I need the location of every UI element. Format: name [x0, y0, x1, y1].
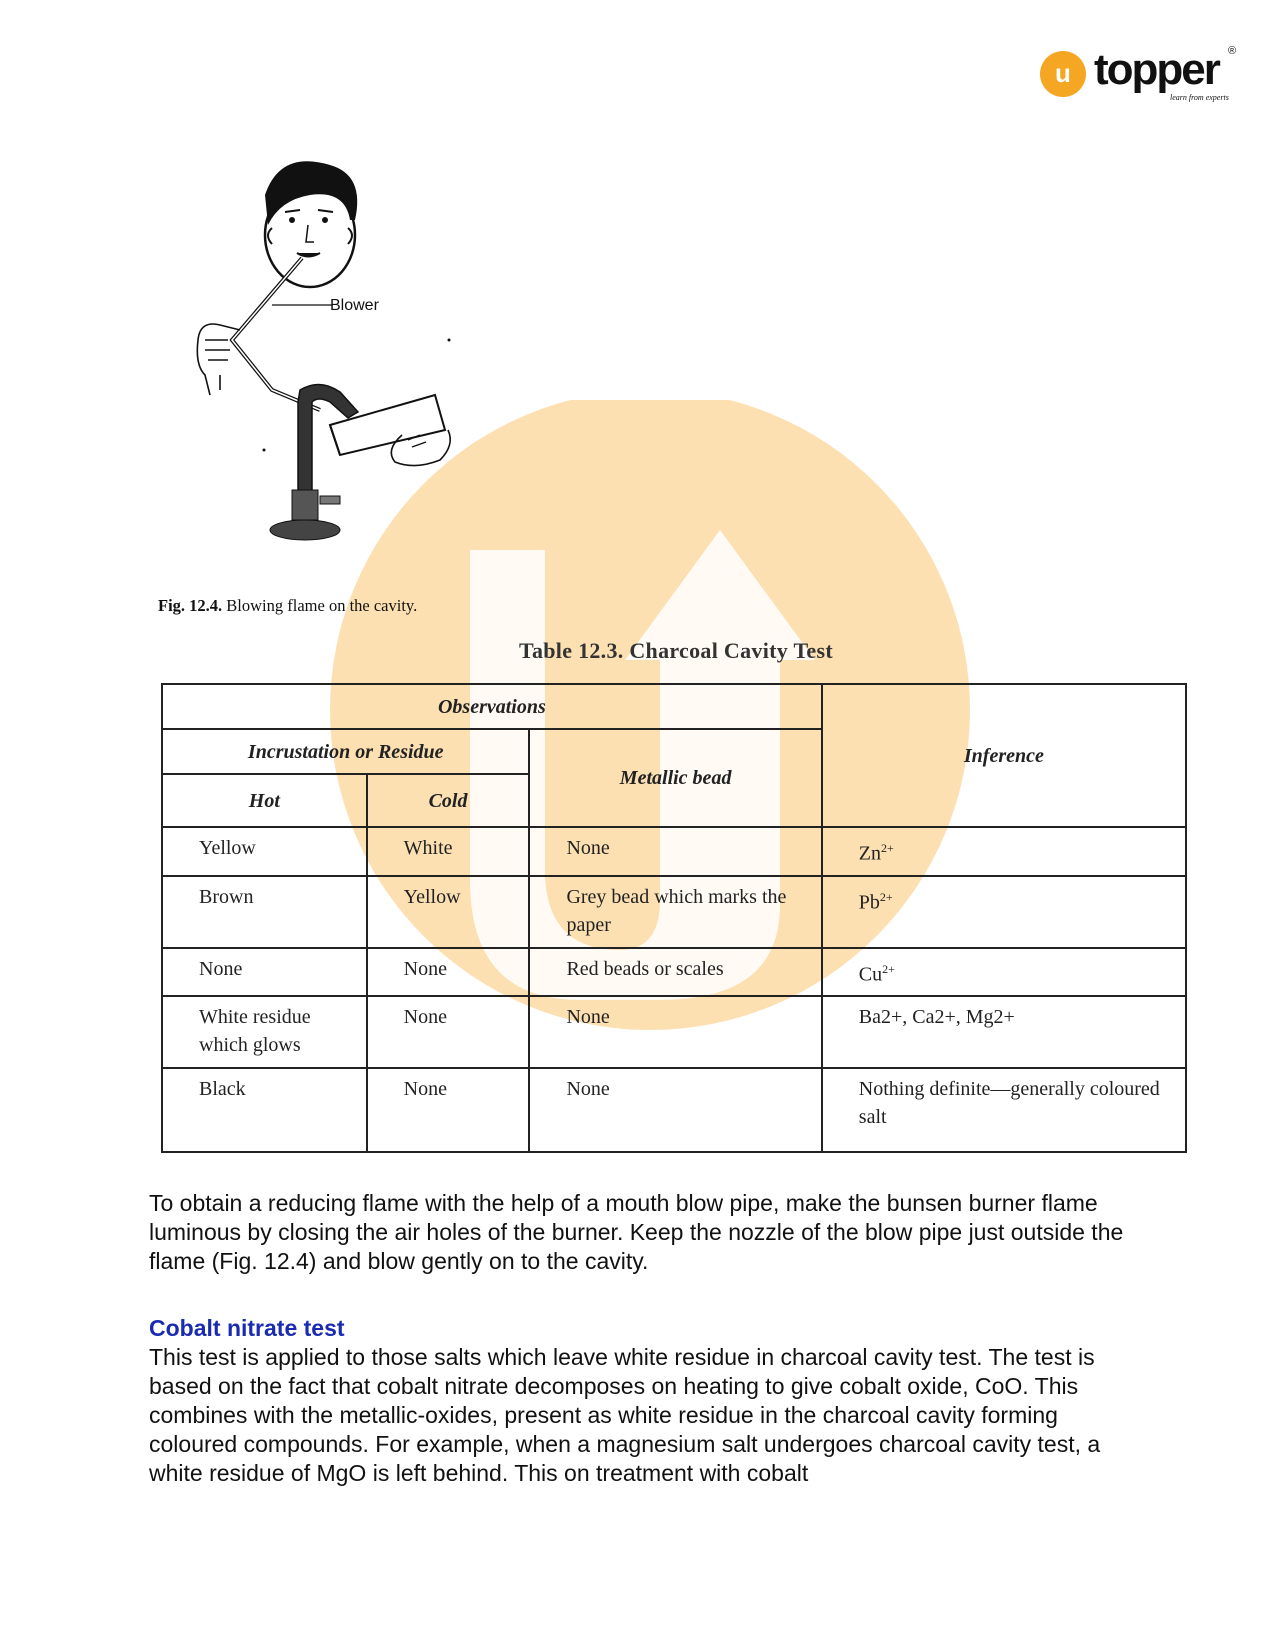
inference-cell: $Cu^{2+}$ — [822, 948, 1186, 997]
blower-label: Blower — [330, 297, 379, 314]
bead-cell: None — [529, 996, 821, 1068]
figure-caption — [158, 596, 417, 616]
figure-caption-label: Fig. 12.4. — [158, 596, 223, 615]
logo-word: topper — [1094, 45, 1219, 94]
hot-cell: Black — [162, 1068, 367, 1152]
inference-header: Inference — [822, 684, 1186, 827]
table-row — [162, 876, 1186, 948]
incrustation-header: Incrustation or Residue — [162, 729, 529, 774]
cold-cell: White — [367, 827, 530, 876]
hot-cell: Yellow — [162, 827, 367, 876]
bead-cell: None — [529, 1068, 821, 1152]
inference-cell: $Pb^{2+}$ — [822, 876, 1186, 948]
logo-tagline: learn from experts — [1170, 93, 1229, 102]
figure-caption-text: Blowing flame on the cavity. — [226, 596, 418, 615]
cold-cell: Yellow — [367, 876, 530, 948]
charcoal-cavity-table — [161, 683, 1187, 1153]
table-row — [162, 1068, 1186, 1152]
bead-cell: None — [529, 827, 821, 876]
metallic-bead-header: Metallic bead — [529, 729, 821, 827]
table-row — [162, 948, 1186, 997]
cobalt-nitrate-heading: Cobalt nitrate test — [149, 1315, 345, 1341]
hot-header: Hot — [162, 774, 367, 827]
hot-cell: White residue which glows — [162, 996, 367, 1068]
cold-cell: None — [367, 1068, 530, 1152]
registered-mark: ® — [1228, 45, 1237, 57]
hot-cell: None — [162, 948, 367, 997]
blowpipe-figure — [180, 150, 500, 570]
reducing-flame-paragraph: To obtain a reducing flame with the help of a mouth blow pipe, make the bunsen burner flame luminous by closing the air holes of the burner. Keep the nozzle of the blow pipe just outside the flame (Fig. 12.4) and blow gently on to the cavity. — [149, 1190, 1124, 1274]
hot-cell: Brown — [162, 876, 367, 948]
bead-cell: Grey bead which marks the paper — [529, 876, 821, 948]
observations-header: Observations — [162, 684, 822, 729]
table-title: Table 12.3. Charcoal Cavity Test — [519, 638, 833, 663]
inference-cell: Nothing definite—generally coloured salt — [822, 1068, 1186, 1152]
cold-cell: None — [367, 996, 530, 1068]
logo-mark-icon: u — [1040, 51, 1086, 97]
cold-cell: None — [367, 948, 530, 997]
cold-header: Cold — [367, 774, 530, 827]
inference-cell: $Zn^{2+}$ — [822, 827, 1186, 876]
bead-cell: Red beads or scales — [529, 948, 821, 997]
table-row — [162, 996, 1186, 1068]
table-row — [162, 827, 1186, 876]
inference-cell: Ba2+, Ca2+, Mg2+ — [822, 996, 1186, 1068]
cobalt-nitrate-paragraph: This test is applied to those salts which leave white residue in charcoal cavity test. The test is based on the fact that cobalt nitrate decomposes on heating to give cobalt oxide, CoO. This combines with the metallic-oxides, present as white residue in the charcoal cavity forming coloured compounds. For example, when a magnesium salt undergoes charcoal cavity test, a white residue of MgO is left behind. This on treatment with cobalt — [149, 1344, 1101, 1486]
topper-logo — [1040, 45, 1240, 105]
